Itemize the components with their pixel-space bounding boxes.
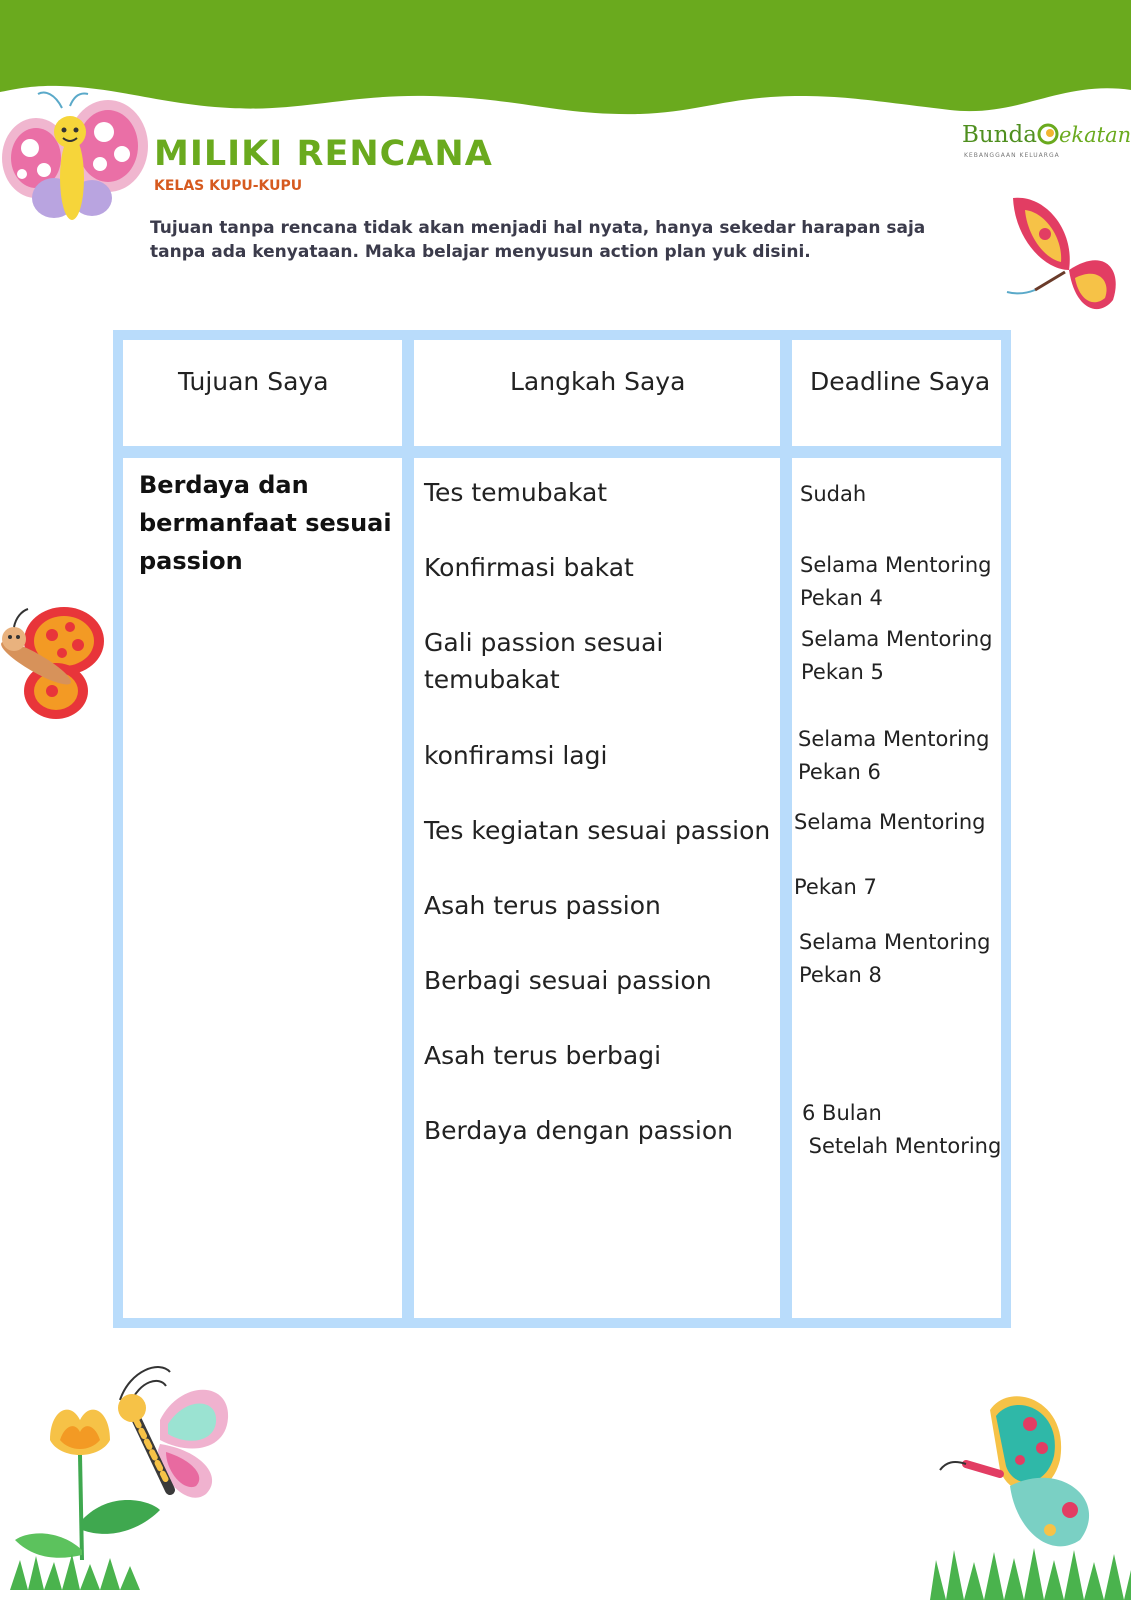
logo-circle-icon [1037,123,1059,145]
table-bottom-border [113,1318,1011,1328]
butterfly-pink-icon [0,88,150,228]
deadline-item [801,623,993,689]
deadline-line: Pekan 7 [794,875,877,899]
deadline-line: Selama Mentoring [801,627,993,651]
page-title: MILIKI RENCANA [154,134,493,174]
deadline-item [794,806,986,839]
deadline-line: Selama Mentoring [799,930,991,954]
butterfly-red-icon [1005,190,1125,320]
goal-text: Berdaya dan bermanfaat sesuai passion [139,471,392,575]
deadline-item [799,926,991,992]
step-item: Asah terus passion [424,891,661,920]
deadline-item [802,1097,1001,1163]
header-tujuan: Tujuan Saya [178,367,329,396]
step-item: Konfirmasi bakat [424,553,634,582]
deadline-line: Pekan 4 [800,586,883,610]
deadline-line: Selama Mentoring [800,553,992,577]
step-item: Berdaya dengan passion [424,1116,734,1145]
logo-text: Bunda [962,122,1037,148]
table-col-divider-1 [402,330,414,1326]
deadline-item [800,549,992,615]
deadline-line: Pekan 6 [798,760,881,784]
step-item: Gali passion sesuai temubakat [424,628,664,694]
table-col-divider-2 [780,330,792,1326]
table-left-border [113,330,123,1326]
step-item: Tes kegiatan sesuai passion [424,816,771,845]
deadline-line: Selama Mentoring [798,727,990,751]
butterfly-orange-icon [0,605,112,725]
intro-text: Tujuan tanpa rencana tidak akan menjadi hal nyata, hanya sekedar harapan saja tanpa ada kenyataan. Maka belajar menyusun action plan yuk disini. [150,218,926,262]
deadline-item [798,723,990,789]
header-band [0,0,1131,140]
logo [962,122,1131,148]
butterfly-flower-icon [10,1360,240,1590]
step-item: Tes temubakat [424,478,608,507]
deadline-line: Setelah Mentoring [802,1134,1002,1158]
logo-accent: ekatan [1058,123,1131,147]
deadline-line: 6 Bulan [802,1101,882,1125]
table-top-border [119,330,1009,340]
table-header-divider [123,446,1001,458]
header-deadline: Deadline Saya [810,367,991,396]
deadline-item [800,478,866,511]
page-subtitle: KELAS KUPU-KUPU [154,178,303,194]
header-langkah: Langkah Saya [510,367,686,396]
butterfly-teal-icon [930,1390,1131,1600]
deadline-line: Pekan 8 [799,963,882,987]
step-item: konfiramsi lagi [424,741,608,770]
deadline-line: Selama Mentoring [794,810,986,834]
step-item: Berbagi sesuai passion [424,966,712,995]
table-right-border [1001,330,1011,1326]
step-item: Asah terus berbagi [424,1041,662,1070]
deadline-line: Sudah [800,482,867,506]
logo-tagline: KEBANGGAAN KELUARGA [964,152,1060,159]
deadline-line: Pekan 5 [801,660,884,684]
deadline-item [794,871,877,904]
